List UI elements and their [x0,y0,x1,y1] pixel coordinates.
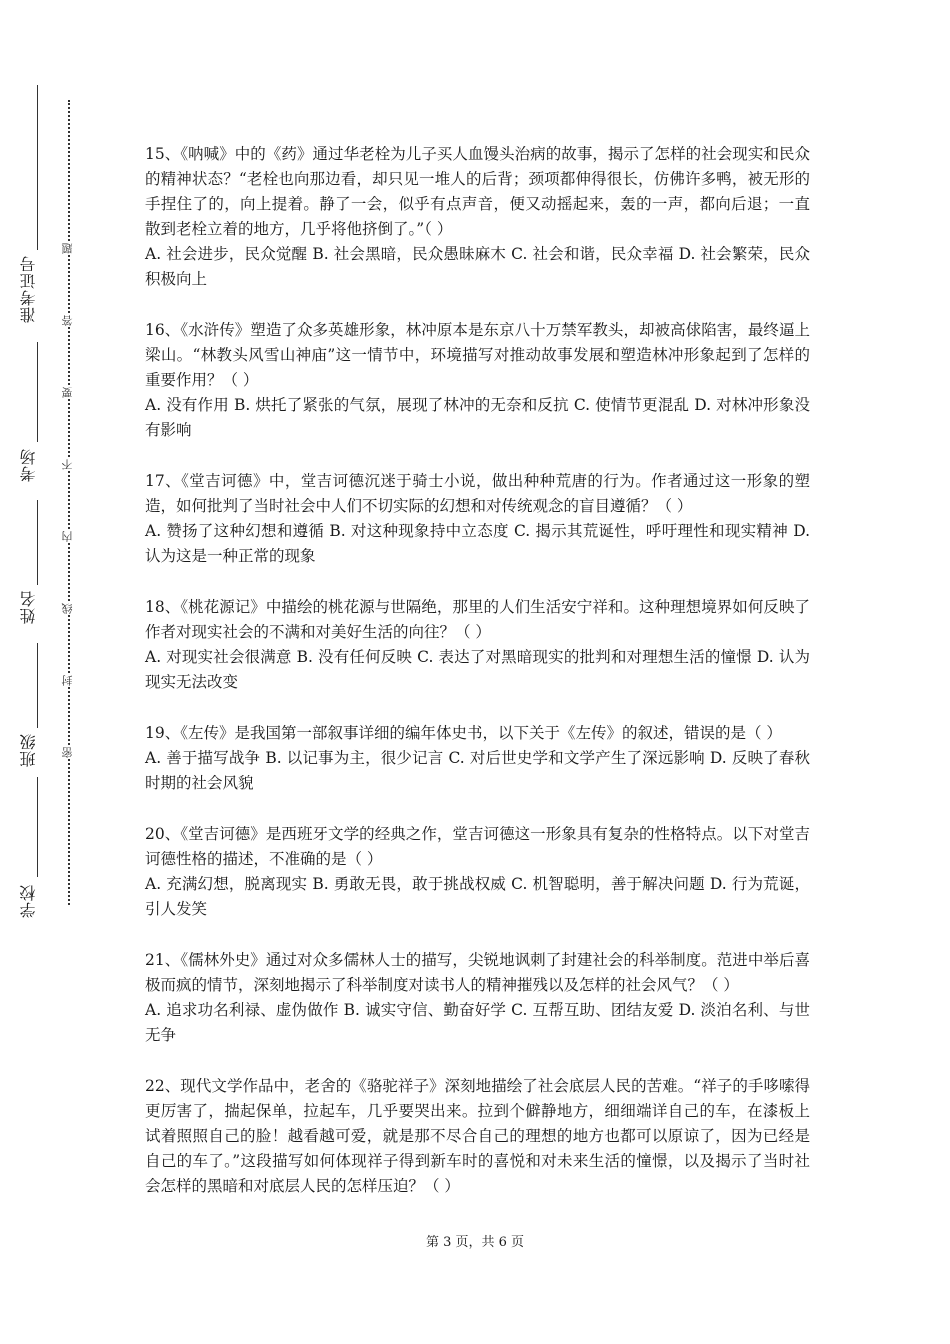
seal-char: 答 [61,315,74,326]
question-20 [145,822,810,922]
question-stem: 15、《呐喊》中的《药》通过华老栓为儿子买人血馒头治病的故事，揭示了怎样的社会现实和民众的精神状态？“老栓也向那边看，却只见一堆人的后背；颈项都伸得很长，仿佛许多鸭，被无形的手捏住了的，向上提着。静了一会，似乎有点声音，便又动摇起来，轰的一声，都向后退；一直散到老栓立着的地方，几乎将他挤倒了。”（ ） [145,145,810,238]
question-stem: 19、《左传》是我国第一部叙事详细的编年体史书，以下关于《左传》的叙述，错误的是（ ） [145,724,782,742]
question-16 [145,318,810,443]
question-19 [145,721,810,796]
binding-solid-line [37,342,38,442]
question-stem: 16、《水浒传》塑造了众多英雄形象，林冲原本是东京八十万禁军教头，却被高俅陷害，最终逼上梁山。“林教头风雪山神庙”这一情节中，环境描写对推动故事发展和塑造林冲形象起到了怎样的重要作用？（ ） [145,321,810,389]
question-15 [145,142,810,292]
question-18 [145,595,810,695]
question-options: A. 追求功名利禄、虚伪做作 B. 诚实守信、勤奋好学 C. 互帮互助、团结友爱 D. 淡泊名利、与世无争 [145,1001,810,1044]
binding-solid-line [37,85,38,250]
question-stem: 18、《桃花源记》中描绘的桃花源与世隔绝，那里的人们生活安宁祥和。这种理想境界如何反映了作者对现实社会的不满和对美好生活的向往？（ ） [145,598,810,641]
binding-solid-line [37,643,38,728]
question-options: A. 充满幻想，脱离现实 B. 勇敢无畏，敢于挑战权威 C. 机智聪明，善于解决问题 D. 行为荒诞，引人发笑 [145,875,810,918]
name-label: 姓名 [19,590,38,624]
seal-char: 线 [61,603,74,614]
seal-char: 不 [61,459,74,470]
binding-margin [0,0,120,1344]
question-22 [145,1074,810,1199]
question-options: A. 善于描写战争 B. 以记事为主，很少记言 C. 对后世史学和文学产生了深远影响 D. 反映了春秋时期的社会风貌 [145,749,810,792]
class-label: 班级 [19,733,38,767]
page-number: 第 3 页，共 6 页 [425,1235,525,1250]
question-stem: 17、《堂吉诃德》中，堂吉诃德沉迷于骑士小说，做出种种荒唐的行为。作者通过这一形象的塑造，如何批判了当时社会中人们不切实际的幻想和对传统观念的盲目遵循？（ ） [145,472,810,515]
seal-char: 内 [61,531,74,542]
question-options: A. 对现实社会很满意 B. 没有任何反映 C. 表达了对黑暗现实的批判和对理想生活的憧憬 D. 认为现实无法改变 [145,648,810,691]
binding-solid-line [37,777,38,877]
seal-char: 密 [61,747,74,758]
seal-char: 封 [61,675,74,686]
exam-id-label: 准考证号 [19,255,38,323]
exam-room-label: 考场 [19,448,38,482]
question-21 [145,948,810,1048]
seal-dotted-line [68,100,70,905]
seal-char: 要 [61,387,74,398]
binding-solid-line [37,500,38,585]
question-list [145,142,810,1225]
question-options: A. 社会进步，民众觉醒 B. 社会黑暗，民众愚昧麻木 C. 社会和谐，民众幸福 D. 社会繁荣，民众积极向上 [145,245,810,288]
question-stem: 21、《儒林外史》通过对众多儒林人士的描写，尖锐地讽刺了封建社会的科举制度。范进中举后喜极而疯的情节，深刻地揭示了科举制度对读书人的精神摧残以及怎样的社会风气？（ ） [145,951,810,994]
seal-char: 题 [61,243,74,254]
school-label: 学校 [19,884,38,918]
question-options: A. 赞扬了这种幻想和遵循 B. 对这种现象持中立态度 C. 揭示其荒诞性，呼吁理性和现实精神 D. 认为这是一种正常的现象 [145,522,810,565]
question-stem: 20、《堂吉诃德》是西班牙文学的经典之作，堂吉诃德这一形象具有复杂的性格特点。以下对堂吉诃德性格的描述，不准确的是（ ） [145,825,810,868]
question-17 [145,469,810,569]
question-stem: 22、现代文学作品中，老舍的《骆驼祥子》深刻地描绘了社会底层人民的苦难。“祥子的手哆嗦得更厉害了，揣起保单，拉起车，几乎要哭出来。拉到个僻静地方，细细端详自己的车，在漆板上试着照照自己的脸！越看越可爱，就是那不尽合自己的理想的地方也都可以原谅了，因为已经是自己的车了。”这段描写如何体现祥子得到新车时的喜悦和对未来生活的憧憬，以及揭示了当时社会怎样的黑暗和对底层人民的怎样压迫？（ ） [145,1077,810,1195]
question-options: A. 没有作用 B. 烘托了紧张的气氛，展现了林冲的无奈和反抗 C. 使情节更混乱 D. 对林冲形象没有影响 [145,396,810,439]
